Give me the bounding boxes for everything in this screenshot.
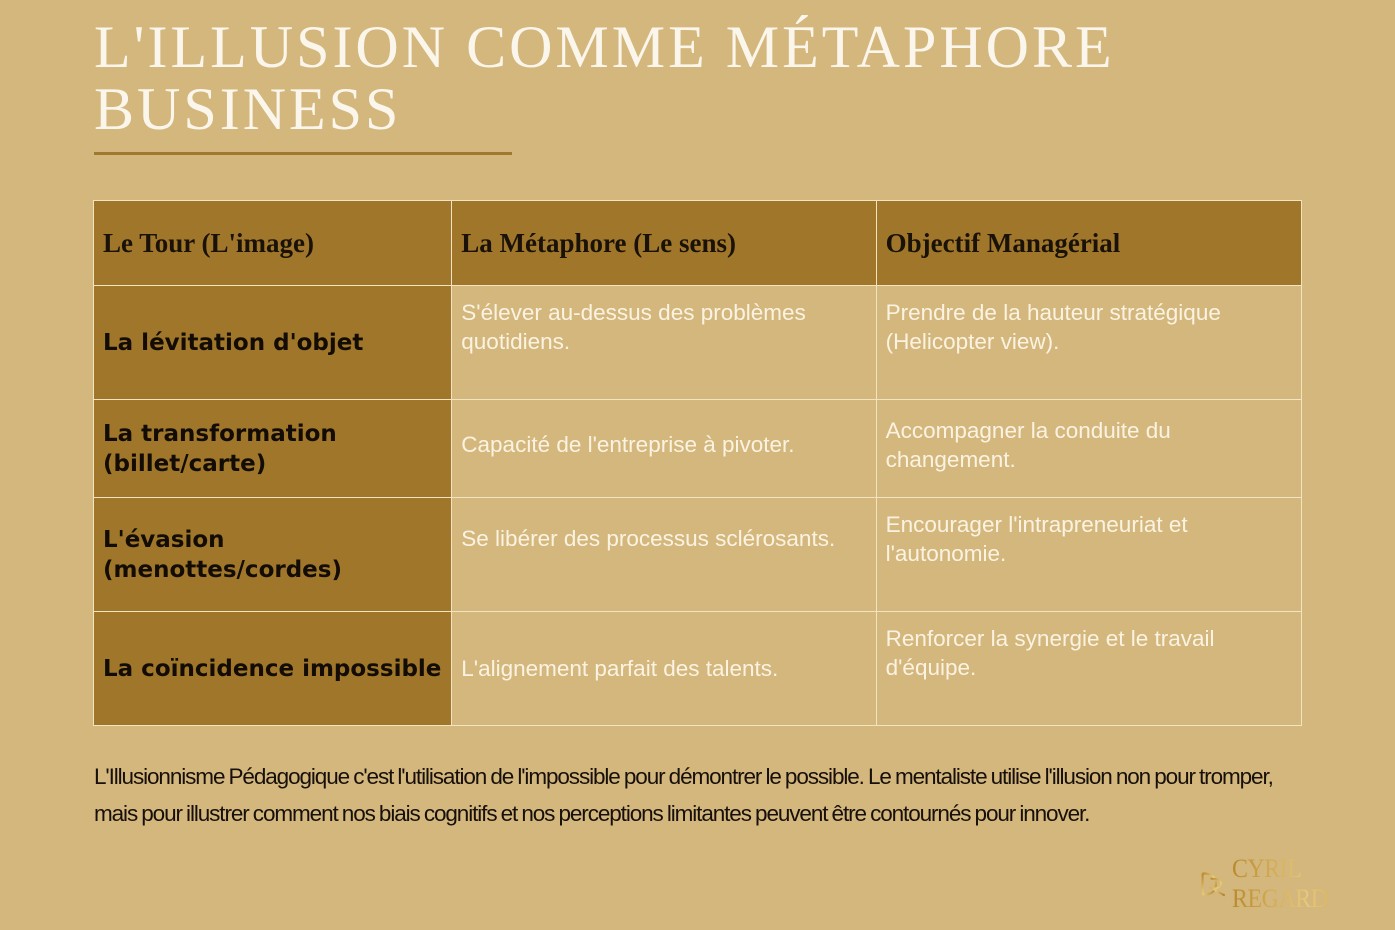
summary-paragraph: L'Illusionnisme Pédagogique c'est l'utilisation de l'impossible pour démontrer le possible. Le mentaliste utilise l'illusion non pour tromper, mais pour illustrer comment nos biais cognitifs et nos perceptions limitantes peuvent être contournés pour innover. <box>94 764 1273 826</box>
row-header-tour <box>94 612 452 726</box>
tour-label: La lévitation d'objet <box>103 329 364 356</box>
table-header-row <box>94 201 1302 286</box>
metaphor-table <box>93 200 1302 726</box>
page-title-line-2: BUSINESS <box>94 76 402 142</box>
metaphore-text: Capacité de l'entreprise à pivoter. <box>461 432 795 457</box>
table-row <box>94 498 1302 612</box>
row-header-tour <box>94 400 452 498</box>
objectif-text: Encourager l'intrapreneuriat et l'autonomie. <box>885 511 1188 566</box>
table-row <box>94 612 1302 726</box>
cell-metaphore <box>452 612 876 726</box>
table-row <box>94 286 1302 400</box>
table-row <box>94 400 1302 498</box>
objectif-text: Prendre de la hauteur stratégique (Helicopter view). <box>885 299 1221 354</box>
column-header-metaphore: La Métaphore (Le sens) <box>452 201 876 286</box>
cell-objectif <box>876 400 1301 498</box>
page-title <box>94 16 1115 140</box>
row-header-tour <box>94 286 452 400</box>
cell-objectif <box>876 286 1301 400</box>
objectif-text: Accompagner la conduite du changement. <box>885 417 1171 472</box>
page-title-line-1: L'ILLUSION COMME MÉTAPHORE <box>94 14 1115 80</box>
metaphore-text: S'élever au-dessus des problèmes quotidiens. <box>461 299 806 354</box>
title-underline-divider <box>94 152 512 155</box>
brand-logo <box>1200 854 1395 913</box>
cell-objectif <box>876 612 1301 726</box>
cell-metaphore <box>452 498 876 612</box>
column-header-tour: Le Tour (L'image) <box>94 201 452 286</box>
objectif-text: Renforcer la synergie et le travail d'équipe. <box>885 625 1215 680</box>
tour-label: L'évasion (menottes/cordes) <box>103 526 342 583</box>
tour-label: La coïncidence impossible <box>103 655 442 682</box>
cell-metaphore <box>452 400 876 498</box>
metaphore-text: Se libérer des processus sclérosants. <box>461 526 836 551</box>
metaphore-text: L'alignement parfait des talents. <box>461 656 779 681</box>
row-header-tour <box>94 498 452 612</box>
brand-name: CYRIL REGARD <box>1232 854 1382 914</box>
tour-label: La transformation (billet/carte) <box>103 420 337 477</box>
cell-objectif <box>876 498 1301 612</box>
cr-monogram-icon <box>1200 869 1228 899</box>
cell-metaphore <box>452 286 876 400</box>
column-header-objectif: Objectif Managérial <box>876 201 1301 286</box>
